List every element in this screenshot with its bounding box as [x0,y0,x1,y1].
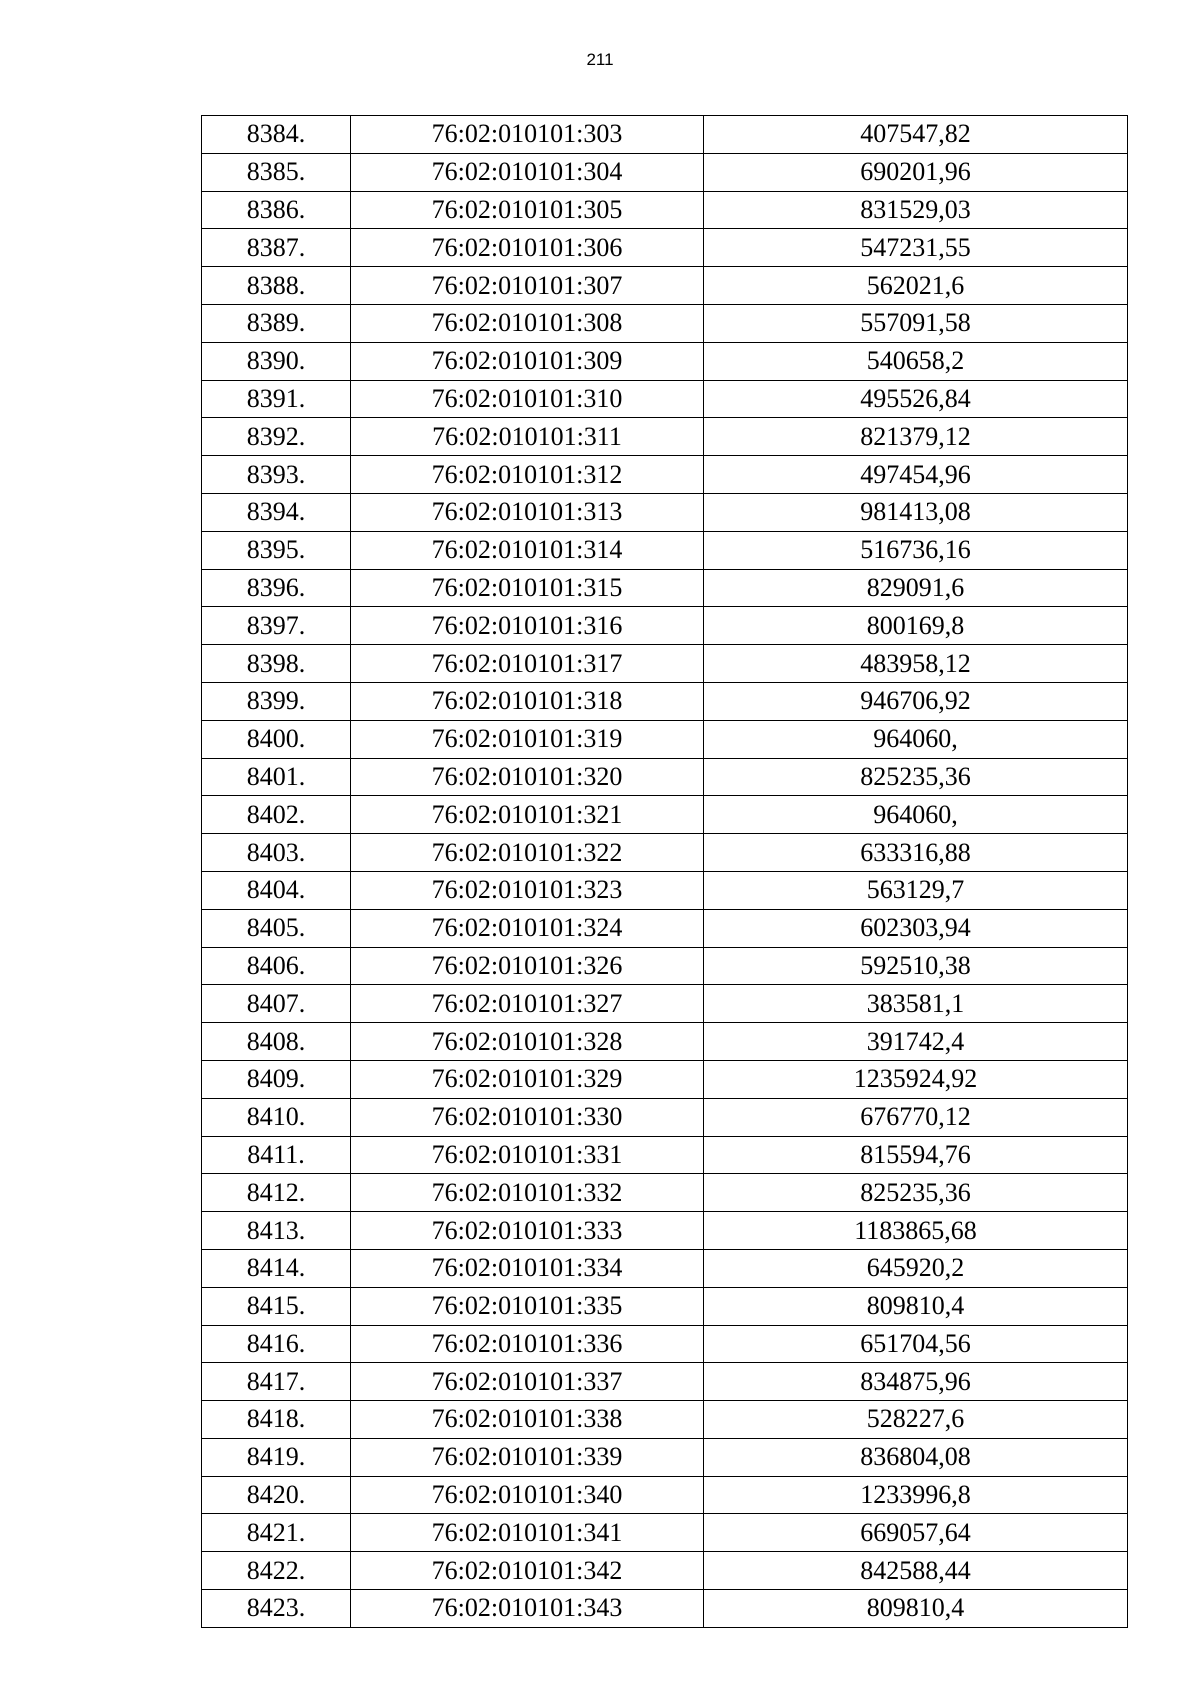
row-number-cell: 8393. [202,456,351,494]
cadastral-number-cell: 76:02:010101:322 [351,834,704,872]
row-number-cell: 8384. [202,116,351,154]
row-number-cell: 8396. [202,569,351,607]
cadastral-number-cell: 76:02:010101:334 [351,1249,704,1287]
cadastral-value-table [201,115,1128,1628]
cadastral-number-cell: 76:02:010101:314 [351,531,704,569]
cadastral-number-cell: 76:02:010101:310 [351,380,704,418]
cadastral-number-cell: 76:02:010101:306 [351,229,704,267]
cadastral-number-cell: 76:02:010101:311 [351,418,704,456]
row-number-cell: 8423. [202,1590,351,1628]
cadastral-value-cell: 391742,4 [704,1023,1128,1061]
cadastral-number-cell: 76:02:010101:333 [351,1212,704,1250]
row-number-cell: 8389. [202,304,351,342]
row-number-cell: 8398. [202,645,351,683]
row-number-cell: 8409. [202,1060,351,1098]
table-row [202,1401,1128,1439]
table-row [202,985,1128,1023]
table-row [202,267,1128,305]
cadastral-number-cell: 76:02:010101:318 [351,682,704,720]
cadastral-value-cell: 563129,7 [704,871,1128,909]
cadastral-value-cell: 516736,16 [704,531,1128,569]
row-number-cell: 8397. [202,607,351,645]
table-row [202,1212,1128,1250]
cadastral-value-cell: 842588,44 [704,1552,1128,1590]
row-number-cell: 8403. [202,834,351,872]
row-number-cell: 8419. [202,1438,351,1476]
cadastral-number-cell: 76:02:010101:341 [351,1514,704,1552]
cadastral-number-cell: 76:02:010101:330 [351,1098,704,1136]
row-number-cell: 8410. [202,1098,351,1136]
table-row [202,645,1128,683]
table-row [202,493,1128,531]
table-row [202,1287,1128,1325]
table-row [202,871,1128,909]
cadastral-value-cell: 407547,82 [704,116,1128,154]
row-number-cell: 8415. [202,1287,351,1325]
cadastral-value-cell: 821379,12 [704,418,1128,456]
row-number-cell: 8421. [202,1514,351,1552]
cadastral-value-cell: 831529,03 [704,191,1128,229]
table-row [202,682,1128,720]
cadastral-value-cell: 1233996,8 [704,1476,1128,1514]
row-number-cell: 8401. [202,758,351,796]
cadastral-value-cell: 964060, [704,796,1128,834]
cadastral-number-cell: 76:02:010101:309 [351,342,704,380]
table-row [202,304,1128,342]
cadastral-value-cell: 815594,76 [704,1136,1128,1174]
cadastral-value-cell: 483958,12 [704,645,1128,683]
cadastral-value-cell: 562021,6 [704,267,1128,305]
table-row [202,342,1128,380]
cadastral-value-cell: 528227,6 [704,1401,1128,1439]
table-row [202,531,1128,569]
cadastral-number-cell: 76:02:010101:339 [351,1438,704,1476]
cadastral-value-cell: 836804,08 [704,1438,1128,1476]
cadastral-value-cell: 964060, [704,720,1128,758]
table-row [202,909,1128,947]
cadastral-value-cell: 690201,96 [704,153,1128,191]
row-number-cell: 8420. [202,1476,351,1514]
row-number-cell: 8392. [202,418,351,456]
row-number-cell: 8391. [202,380,351,418]
table-body [202,116,1128,1628]
table-row [202,116,1128,154]
table-row [202,947,1128,985]
row-number-cell: 8394. [202,493,351,531]
table-row [202,153,1128,191]
cadastral-value-cell: 809810,4 [704,1590,1128,1628]
table-row [202,569,1128,607]
cadastral-number-cell: 76:02:010101:316 [351,607,704,645]
row-number-cell: 8388. [202,267,351,305]
row-number-cell: 8402. [202,796,351,834]
cadastral-value-cell: 1235924,92 [704,1060,1128,1098]
cadastral-value-cell: 825235,36 [704,758,1128,796]
row-number-cell: 8386. [202,191,351,229]
row-number-cell: 8404. [202,871,351,909]
cadastral-value-cell: 383581,1 [704,985,1128,1023]
page-number: 211 [586,50,614,69]
cadastral-number-cell: 76:02:010101:337 [351,1363,704,1401]
cadastral-value-cell: 981413,08 [704,493,1128,531]
table-row [202,1476,1128,1514]
cadastral-number-cell: 76:02:010101:304 [351,153,704,191]
cadastral-value-cell: 834875,96 [704,1363,1128,1401]
cadastral-number-cell: 76:02:010101:324 [351,909,704,947]
cadastral-number-cell: 76:02:010101:320 [351,758,704,796]
cadastral-value-cell: 1183865,68 [704,1212,1128,1250]
row-number-cell: 8406. [202,947,351,985]
cadastral-number-cell: 76:02:010101:303 [351,116,704,154]
cadastral-number-cell: 76:02:010101:319 [351,720,704,758]
row-number-cell: 8413. [202,1212,351,1250]
cadastral-value-cell: 633316,88 [704,834,1128,872]
row-number-cell: 8422. [202,1552,351,1590]
cadastral-number-cell: 76:02:010101:307 [351,267,704,305]
table-row [202,380,1128,418]
cadastral-number-cell: 76:02:010101:317 [351,645,704,683]
table-row [202,758,1128,796]
table-row [202,834,1128,872]
cadastral-number-cell: 76:02:010101:338 [351,1401,704,1439]
cadastral-number-cell: 76:02:010101:342 [351,1552,704,1590]
cadastral-value-cell: 676770,12 [704,1098,1128,1136]
table-row [202,1363,1128,1401]
table-row [202,1174,1128,1212]
cadastral-number-cell: 76:02:010101:312 [351,456,704,494]
cadastral-number-cell: 76:02:010101:340 [351,1476,704,1514]
cadastral-value-cell: 669057,64 [704,1514,1128,1552]
cadastral-value-cell: 645920,2 [704,1249,1128,1287]
cadastral-value-cell: 946706,92 [704,682,1128,720]
cadastral-number-cell: 76:02:010101:315 [351,569,704,607]
table-row [202,1249,1128,1287]
cadastral-number-cell: 76:02:010101:323 [351,871,704,909]
row-number-cell: 8411. [202,1136,351,1174]
row-number-cell: 8399. [202,682,351,720]
cadastral-value-cell: 557091,58 [704,304,1128,342]
table-row [202,796,1128,834]
table-row [202,720,1128,758]
row-number-cell: 8414. [202,1249,351,1287]
row-number-cell: 8400. [202,720,351,758]
row-number-cell: 8408. [202,1023,351,1061]
row-number-cell: 8416. [202,1325,351,1363]
table-row [202,1060,1128,1098]
table-row [202,1325,1128,1363]
row-number-cell: 8405. [202,909,351,947]
row-number-cell: 8418. [202,1401,351,1439]
cadastral-value-cell: 540658,2 [704,342,1128,380]
cadastral-value-cell: 497454,96 [704,456,1128,494]
cadastral-number-cell: 76:02:010101:331 [351,1136,704,1174]
table-row [202,1023,1128,1061]
row-number-cell: 8390. [202,342,351,380]
cadastral-number-cell: 76:02:010101:313 [351,493,704,531]
cadastral-number-cell: 76:02:010101:335 [351,1287,704,1325]
row-number-cell: 8412. [202,1174,351,1212]
cadastral-value-cell: 800169,8 [704,607,1128,645]
table-row [202,1098,1128,1136]
row-number-cell: 8417. [202,1363,351,1401]
row-number-cell: 8407. [202,985,351,1023]
cadastral-number-cell: 76:02:010101:308 [351,304,704,342]
table-row [202,607,1128,645]
cadastral-number-cell: 76:02:010101:343 [351,1590,704,1628]
cadastral-number-cell: 76:02:010101:332 [351,1174,704,1212]
table-row [202,1136,1128,1174]
cadastral-number-cell: 76:02:010101:336 [351,1325,704,1363]
table-row [202,456,1128,494]
cadastral-value-cell: 495526,84 [704,380,1128,418]
table-row [202,229,1128,267]
table-row [202,1552,1128,1590]
cadastral-value-cell: 825235,36 [704,1174,1128,1212]
cadastral-value-cell: 651704,56 [704,1325,1128,1363]
cadastral-value-cell: 829091,6 [704,569,1128,607]
cadastral-value-cell: 602303,94 [704,909,1128,947]
cadastral-number-cell: 76:02:010101:305 [351,191,704,229]
cadastral-value-cell: 809810,4 [704,1287,1128,1325]
row-number-cell: 8385. [202,153,351,191]
cadastral-number-cell: 76:02:010101:327 [351,985,704,1023]
table-row [202,1438,1128,1476]
table-row [202,191,1128,229]
table-row [202,1590,1128,1628]
row-number-cell: 8387. [202,229,351,267]
cadastral-number-cell: 76:02:010101:326 [351,947,704,985]
cadastral-value-cell: 592510,38 [704,947,1128,985]
table-row [202,418,1128,456]
row-number-cell: 8395. [202,531,351,569]
cadastral-value-cell: 547231,55 [704,229,1128,267]
cadastral-number-cell: 76:02:010101:321 [351,796,704,834]
table-row [202,1514,1128,1552]
cadastral-number-cell: 76:02:010101:329 [351,1060,704,1098]
cadastral-number-cell: 76:02:010101:328 [351,1023,704,1061]
